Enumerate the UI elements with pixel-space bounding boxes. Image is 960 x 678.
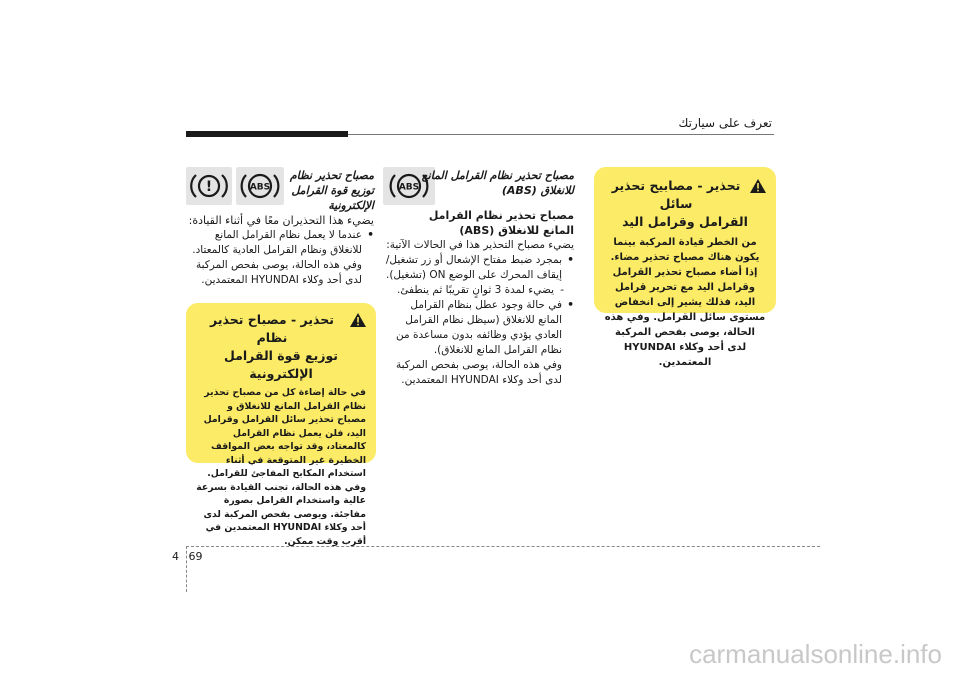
watermark: carmanualsonline.info [689,639,942,669]
warning-triangle-icon [350,313,366,327]
page-header-title: تعرف على سيارتك [678,116,772,130]
warning-title-line1: تحذير - مصابيح تحذير سائل [611,178,741,211]
abs-bullet-malfunction: • في حالة وجود عطل بنظام القرامل المانع للانغلاق (سيظل نظام القرامل العادي يؤدي وظائفه بدون مساعدة من نظام القرامل المانع للانغلاق). [384,298,562,358]
ebd-title-line1: مصباح تحذير نظام [289,169,374,182]
svg-text:ABS: ABS [398,182,420,193]
warning-triangle-icon [750,179,766,193]
ebd-bullet-not-working: • عندما لا يعمل نظام القرامل المانع للانغلاق ونظام القرامل العادية كالمعتاد. [186,228,362,258]
ebd-warning-body: في حالة إضاءة كل من مصباح تحذير نظام القرامل المانع للانغلاق و مصباح تحذير سائل القرامل وقرامل اليد، فلن يعمل نظام القرامل كالمعتاد، وقد تواجه بعض المواقف الخطيرة غير المتوقعة في أثناء استخدام المكابح المفاجئ للقرامل. وفي هذه الحالة، تجنب القيادة بسرعة عالية واستخدام القرامل بصورة مفاجئة. ويوصى بفحص المركبة لدى أحد وكلاء HYUNDAI المعتمدين في أقرب وقت ممكن. [196,387,366,547]
svg-text:ABS: ABS [249,182,271,193]
ebd-warning-title-line1: تحذير - مصباح تحذير نظام [210,312,334,345]
brake-fluid-warning-box [594,167,776,368]
ebd-bullet-list [186,228,374,258]
abs-bullet-ignition: • بمجرد ضبط مفتاح الإشعال أو زر تشغيل/ إيقاف المحرك على الوضع ON (تشغيل). [384,253,562,283]
page-number-value: 69 [188,550,203,563]
ebd-warning-title-line2: توزيع قوة القرامل الإلكترونية [224,348,338,381]
abs-intro: يضيء مصباح التحذير هذا في الحالات الآتية: [386,239,574,251]
ebd-advice: وفي هذه الحالة، يوصى بفحص المركبة لدى أحد وكلاء HYUNDAI المعتمدين. [195,259,362,286]
abs-section-title-line2: للانغلاق (ABS) [501,184,574,197]
header-rule-accent [186,131,348,137]
chapter-number: 4 [172,550,179,563]
abs-section-title-line1: مصباح تحذير نظام القرامل المانع [421,169,574,182]
warning-title-line2: القرامل وقرامل اليد [622,214,748,229]
ebd-title-line2: توزيع قوة القرامل [291,184,374,197]
page-number [172,550,203,563]
abs-bullet-list [384,253,574,358]
abs-subtitle-line2: المانع للانغلاق (ABS) [459,224,574,237]
ebd-section [186,168,374,288]
ebd-warning-box [186,303,376,547]
abs-subtitle-line1: مصباح تحذير نظام القرامل [428,209,574,222]
svg-text:!: ! [205,179,213,195]
warning-body: من الخطر قيادة المركبة بينما يكون هناك مصباح تحذير مضاء. إذا أضاء مصباح تحذير القرامل وقرامل اليد مع تحرير قرامل اليد، فذلك يشير إلى انخفاض مستوى سائل القرامل. وفي هذه الحالة، يوصى بفحص المركبة لدى أحد وكلاء HYUNDAI المعتمدين. [604,237,766,368]
footer-rule [186,546,820,547]
abs-dash-3-seconds: - يضيء لمدة 3 ثوانٍ تقريبًا ثم ينطفئ. [384,283,554,298]
ebd-title-line3: الإلكترونية [328,199,374,212]
ebd-intro: يضيء هذا التحذيران معًا في أثناء القيادة: [188,214,374,227]
abs-advice: وفي هذه الحالة، يوصى بفحص المركبة لدى أحد وكلاء HYUNDAI المعتمدين. [395,359,562,386]
abs-section [384,168,574,388]
